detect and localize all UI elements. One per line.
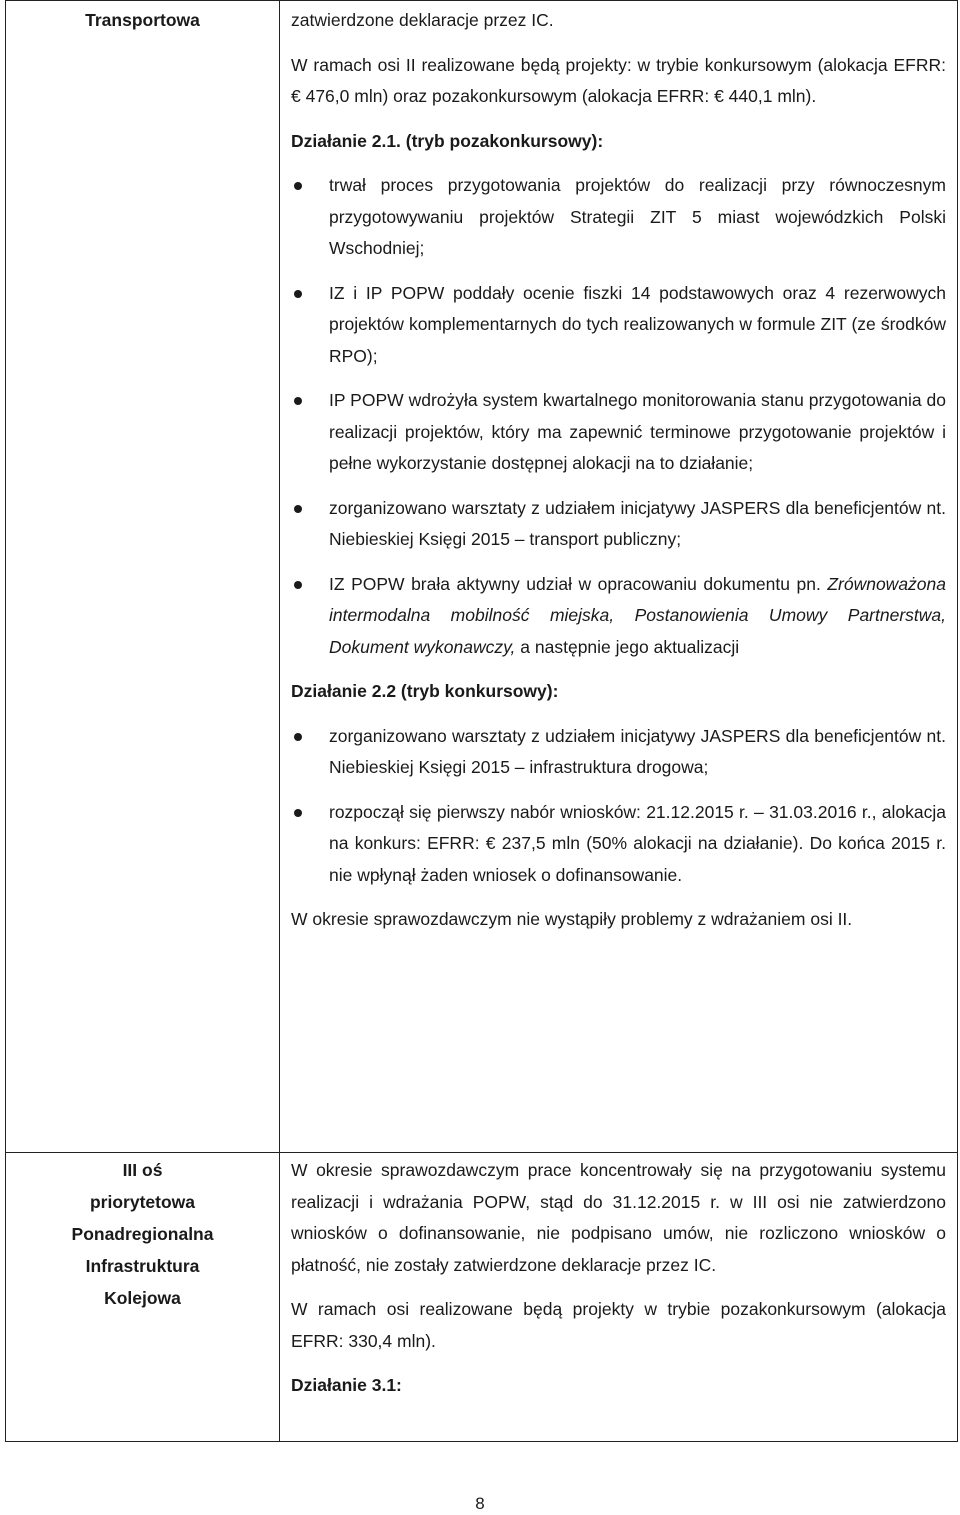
list-item (291, 170, 946, 265)
axis-content (280, 1, 957, 936)
axis-content (280, 1153, 957, 1402)
axis-label-cell (6, 1, 280, 1153)
bullet-list-2-1 (291, 170, 946, 663)
closing-paragraph: W okresie sprawozdawczym nie wystąpiły problemy z wdrażaniem osi II. (291, 909, 853, 929)
axis-label-line: Kolejowa (104, 1288, 181, 1308)
axis-label (6, 1153, 279, 1314)
list-item (291, 385, 946, 480)
list-item-text: rozpoczął się pierwszy nabór wniosków: 21.12.2015 r. – 31.03.2016 r., alokacja na konkurs: EFRR: € 237,5 mln (50% alokacji na działanie). Do końca 2015 r. nie wpłynął żaden wniosek o dofinansowanie. (329, 801, 946, 885)
list-item (291, 797, 946, 892)
intro-text: zatwierdzone deklaracje przez IC. (291, 10, 554, 30)
bullet-icon (294, 809, 302, 817)
bullet-icon (294, 505, 302, 513)
axis-label-line: Infrastruktura (85, 1256, 200, 1276)
axis-label-line: Transportowa (85, 10, 200, 30)
axis-label-cell (6, 1153, 280, 1442)
list-item-text: zorganizowano warsztaty z udziałem inicjatywy JASPERS dla beneficjentów nt. Niebieskiej Księgi 2015 – infrastruktura drogowa; (329, 725, 946, 777)
axis-label (6, 1, 279, 36)
axis-label-line: III oś (122, 1160, 163, 1180)
priority-axes-table (5, 0, 958, 1442)
list-item (291, 721, 946, 784)
axis-content-cell (280, 1153, 958, 1442)
section-heading-2-1: Działanie 2.1. (tryb pozakonkursowy): (291, 130, 604, 151)
bullet-icon (294, 290, 302, 298)
table-row-axis-ii (6, 1, 958, 1153)
list-item-text-after: a następnie jego aktualizacji (515, 636, 740, 657)
bullet-icon (294, 397, 302, 405)
list-item (291, 569, 946, 664)
bullet-list-2-2 (291, 721, 946, 892)
document-title-italic: Zrównoważona intermodalna mobilność miejska, Postanowienia Umowy Partnerstwa, Dokument wykonawczy, (329, 573, 946, 657)
bullet-icon (294, 733, 302, 741)
axis-content-cell (280, 1, 958, 1153)
allocation-paragraph: W ramach osi realizowane będą projekty w trybie pozakonkursowym (alokacja EFRR: 330,4 mln). (291, 1299, 946, 1351)
bullet-icon (294, 182, 302, 190)
page-number: 8 (475, 1494, 485, 1513)
section-heading-2-2: Działanie 2.2 (tryb konkursowy): (291, 681, 559, 701)
list-item-text: IZ i IP POPW poddały ocenie fiszki 14 podstawowych oraz 4 rezerwowych projektów komplementarnych do tych realizowanych w formule ZIT (ze środków RPO); (329, 282, 946, 366)
table-row-axis-iii (6, 1153, 958, 1442)
list-item-text: IP POPW wdrożyła system kwartalnego monitorowania stanu przygotowania do realizacji projektów, który ma zapewnić terminowe przygotowanie projektów i pełne wykorzystanie dostępnej alokacji na to działanie; (329, 390, 946, 473)
section-heading-3-1: Działanie 3.1: (291, 1375, 402, 1395)
list-item-text: trwał proces przygotowania projektów do realizacji przy równoczesnym przygotowywaniu projektów Strategii ZIT 5 miast wojewódzkich Polski Wschodniej; (329, 175, 946, 258)
list-item (291, 278, 946, 373)
status-paragraph: W okresie sprawozdawczym prace koncentrowały się na przygotowaniu systemu realizacji i wdrażania POPW, stąd do 31.12.2015 r. w III osi nie zatwierdzono wniosków o dofinansowanie, nie podpisano umów, nie rozliczono wniosków o płatność, nie zostały zatwierdzone deklaracje przez IC. (291, 1160, 946, 1275)
axis-label-line: priorytetowa (89, 1192, 196, 1212)
allocation-paragraph: W ramach osi II realizowane będą projekty: w trybie konkursowym (alokacja EFRR: € 476,0 mln) oraz pozakonkursowym (alokacja EFRR: € 440,1 mln). (291, 54, 946, 106)
axis-label-line: Ponadregionalna (71, 1224, 214, 1244)
list-item-text: zorganizowano warsztaty z udziałem inicjatywy JASPERS dla beneficjentów nt. Niebieskiej Księgi 2015 – transport publiczny; (329, 497, 946, 549)
list-item (291, 493, 946, 556)
bullet-icon (294, 581, 302, 589)
list-item-text-before: IZ POPW brała aktywny udział w opracowaniu dokumentu pn. (329, 573, 828, 594)
